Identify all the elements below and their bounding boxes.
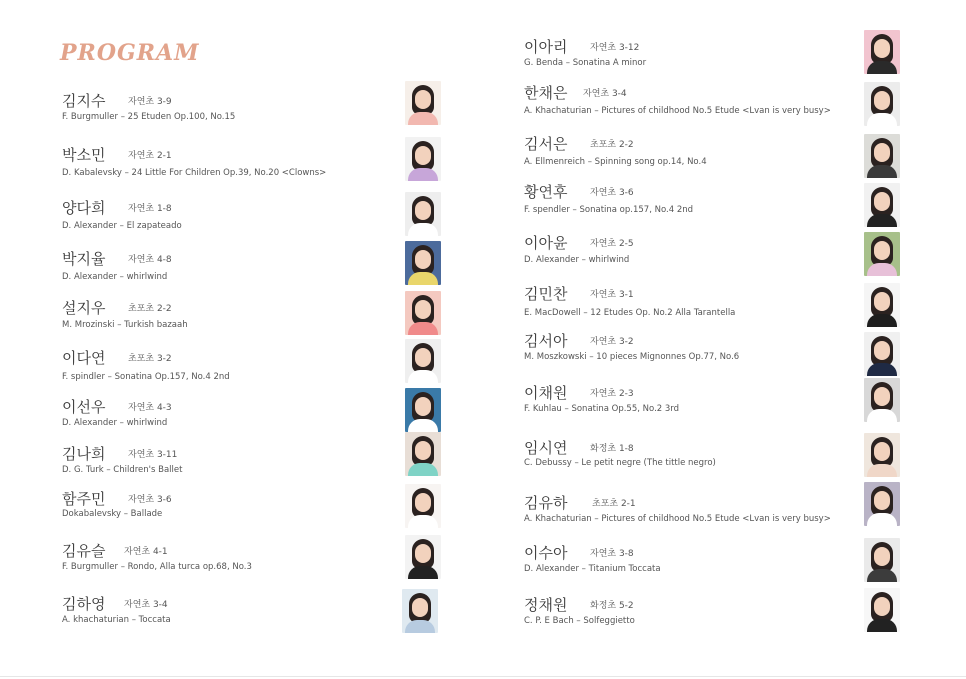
- piece-title: A. khachaturian – Toccata: [62, 615, 171, 625]
- piece-title: F. spindler – Sonatina Op.157, No.4 2nd: [62, 372, 230, 382]
- piece-title: F. Burgmuller – 25 Etuden Op.100, No.15: [62, 112, 236, 122]
- piece-title: D. Alexander – Titanium Toccata: [524, 564, 661, 574]
- photo-clothing: [408, 419, 438, 432]
- piece-title: M. Mrozinski – Turkish bazaah: [62, 320, 188, 330]
- photo-clothing: [867, 314, 897, 327]
- performer-photo: [864, 588, 900, 632]
- performer-photo: [864, 433, 900, 477]
- piece-title: F. Burgmuller – Rondo, Alla turca op.68, No.3: [62, 562, 252, 572]
- piece-title: C. Debussy – Le petit negre (The tittle negro): [524, 458, 716, 468]
- photo-face: [874, 597, 890, 616]
- performer-school-grade: 자연초 3-6: [128, 495, 172, 505]
- photo-face: [412, 598, 428, 617]
- performer-photo: [405, 339, 441, 383]
- photo-face: [415, 441, 431, 460]
- performer-photo: [402, 589, 438, 633]
- photo-face: [874, 442, 890, 461]
- performer-school-grade: 자연초 3-4: [124, 600, 168, 610]
- photo-clothing: [867, 363, 897, 376]
- performer-school-grade: 자연초 3-2: [590, 337, 634, 347]
- photo-clothing: [408, 272, 438, 285]
- performer-name: 박소민: [62, 146, 106, 164]
- performer-school-grade: 자연초 3-12: [590, 43, 640, 53]
- photo-clothing: [867, 113, 897, 126]
- performer-school-grade: 자연초 2-1: [128, 151, 172, 161]
- photo-clothing: [408, 566, 438, 579]
- photo-face: [874, 341, 890, 360]
- photo-face: [415, 397, 431, 416]
- piece-title: E. MacDowell – 12 Etudes Op. No.2 Alla Tarantella: [524, 308, 736, 318]
- performer-photo: [405, 484, 441, 528]
- performer-name: 이아리: [524, 38, 568, 56]
- performer-school-grade: 화정초 1-8: [590, 444, 634, 454]
- photo-clothing: [405, 620, 435, 633]
- photo-face: [874, 547, 890, 566]
- photo-clothing: [408, 223, 438, 236]
- photo-clothing: [867, 409, 897, 422]
- photo-face: [874, 192, 890, 211]
- photo-clothing: [867, 61, 897, 74]
- photo-face: [874, 387, 890, 406]
- performer-photo: [405, 535, 441, 579]
- piece-title: C. P. E Bach – Solfeggietto: [524, 616, 635, 626]
- piece-title: A. Khachaturian – Pictures of childhood No.5 Etude <Lvan is very busy>: [524, 106, 831, 116]
- photo-face: [415, 250, 431, 269]
- piece-title: F. spendler – Sonatina op.157, No.4 2nd: [524, 205, 694, 215]
- photo-clothing: [867, 464, 897, 477]
- performer-school-grade: 자연초 2-5: [590, 239, 634, 249]
- performer-name: 양다희: [62, 199, 106, 217]
- performer-name: 김하영: [62, 595, 106, 613]
- performer-name: 정채원: [524, 596, 568, 614]
- photo-clothing: [867, 569, 897, 582]
- performer-photo: [405, 137, 441, 181]
- performer-name: 이아윤: [524, 234, 568, 252]
- performer-photo: [864, 232, 900, 276]
- performer-name: 임시연: [524, 439, 568, 457]
- photo-face: [415, 146, 431, 165]
- piece-title: M. Moszkowski – 10 pieces Mignonnes Op.77, No.6: [524, 352, 740, 362]
- piece-title: D. Alexander – El zapateado: [62, 221, 182, 231]
- performer-name: 김유하: [524, 494, 568, 512]
- photo-face: [874, 39, 890, 58]
- performer-photo: [405, 241, 441, 285]
- photo-face: [874, 491, 890, 510]
- photo-clothing: [408, 112, 438, 125]
- piece-title: D. Kabalevsky – 24 Little For Children Op.39, No.20 <Clowns>: [62, 168, 327, 178]
- photo-face: [415, 348, 431, 367]
- performer-school-grade: 자연초 3-1: [590, 290, 634, 300]
- photo-clothing: [408, 463, 438, 476]
- performer-school-grade: 자연초 4-1: [124, 547, 168, 557]
- piece-title: G. Benda – Sonatina A minor: [524, 58, 647, 68]
- piece-title: F. Kuhlau – Sonatina Op.55, No.2 3rd: [524, 404, 680, 414]
- performer-school-grade: 자연초 1-8: [128, 204, 172, 214]
- performer-school-grade: 화정초 5-2: [590, 601, 634, 611]
- performer-name: 이채원: [524, 384, 568, 402]
- performer-photo: [864, 378, 900, 422]
- performer-photo: [864, 482, 900, 526]
- performer-school-grade: 자연초 2-3: [590, 389, 634, 399]
- photo-face: [415, 300, 431, 319]
- performer-school-grade: 자연초 4-3: [128, 403, 172, 413]
- photo-face: [874, 292, 890, 311]
- performer-school-grade: 자연초 3-4: [583, 89, 627, 99]
- performer-school-grade: 초포초 2-2: [590, 140, 634, 150]
- piece-title: D. Alexander – whirlwind: [62, 418, 168, 428]
- performer-school-grade: 초포초 2-1: [592, 499, 636, 509]
- performer-name: 김서아: [524, 332, 568, 350]
- performer-school-grade: 자연초 4-8: [128, 255, 172, 265]
- performer-photo: [405, 81, 441, 125]
- performer-name: 한채은: [524, 84, 568, 102]
- performer-school-grade: 자연초 3-6: [590, 188, 634, 198]
- performer-photo: [864, 332, 900, 376]
- photo-clothing: [867, 619, 897, 632]
- piece-title: D. Alexander – whirlwind: [62, 272, 168, 282]
- performer-name: 김유슬: [62, 542, 106, 560]
- performer-name: 황연후: [524, 183, 568, 201]
- performer-name: 설지우: [62, 299, 106, 317]
- performer-school-grade: 자연초 3-9: [128, 97, 172, 107]
- performer-photo: [405, 291, 441, 335]
- photo-clothing: [408, 322, 438, 335]
- performer-name: 이선우: [62, 398, 106, 416]
- performer-photo: [864, 134, 900, 178]
- performer-photo: [405, 388, 441, 432]
- performer-name: 함주민: [62, 490, 106, 508]
- performer-name: 이다연: [62, 349, 106, 367]
- photo-face: [874, 143, 890, 162]
- performer-name: 김지수: [62, 92, 106, 110]
- performer-photo: [405, 432, 441, 476]
- piece-title: D. G. Turk – Children's Ballet: [62, 465, 183, 475]
- performer-photo: [864, 30, 900, 74]
- piece-title: A. Khachaturian – Pictures of childhood No.5 Etude <Lvan is very busy>: [524, 514, 831, 524]
- page-border: [0, 676, 966, 677]
- photo-face: [415, 544, 431, 563]
- piece-title: Dokabalevsky – Ballade: [62, 509, 163, 519]
- performer-school-grade: 자연초 3-11: [128, 450, 178, 460]
- piece-title: A. Ellmenreich – Spinning song op.14, No.4: [524, 157, 707, 167]
- performer-photo: [864, 183, 900, 227]
- performer-name: 김나희: [62, 445, 106, 463]
- program-title: PROGRAM: [60, 40, 200, 66]
- photo-clothing: [408, 515, 438, 528]
- photo-face: [415, 90, 431, 109]
- photo-face: [874, 241, 890, 260]
- performer-name: 박지율: [62, 250, 106, 268]
- performer-name: 김서은: [524, 135, 568, 153]
- performer-photo: [405, 192, 441, 236]
- photo-face: [874, 91, 890, 110]
- performer-photo: [864, 82, 900, 126]
- photo-clothing: [867, 214, 897, 227]
- piece-title: D. Alexander – whirlwind: [524, 255, 630, 265]
- performer-school-grade: 초포초 2-2: [128, 304, 172, 314]
- performer-name: 김민찬: [524, 285, 568, 303]
- photo-face: [415, 201, 431, 220]
- performer-photo: [864, 283, 900, 327]
- performer-name: 이수아: [524, 544, 568, 562]
- photo-clothing: [867, 263, 897, 276]
- performer-school-grade: 초포초 3-2: [128, 354, 172, 364]
- photo-clothing: [867, 513, 897, 526]
- performer-photo: [864, 538, 900, 582]
- photo-clothing: [408, 370, 438, 383]
- photo-clothing: [867, 165, 897, 178]
- performer-school-grade: 자연초 3-8: [590, 549, 634, 559]
- photo-clothing: [408, 168, 438, 181]
- photo-face: [415, 493, 431, 512]
